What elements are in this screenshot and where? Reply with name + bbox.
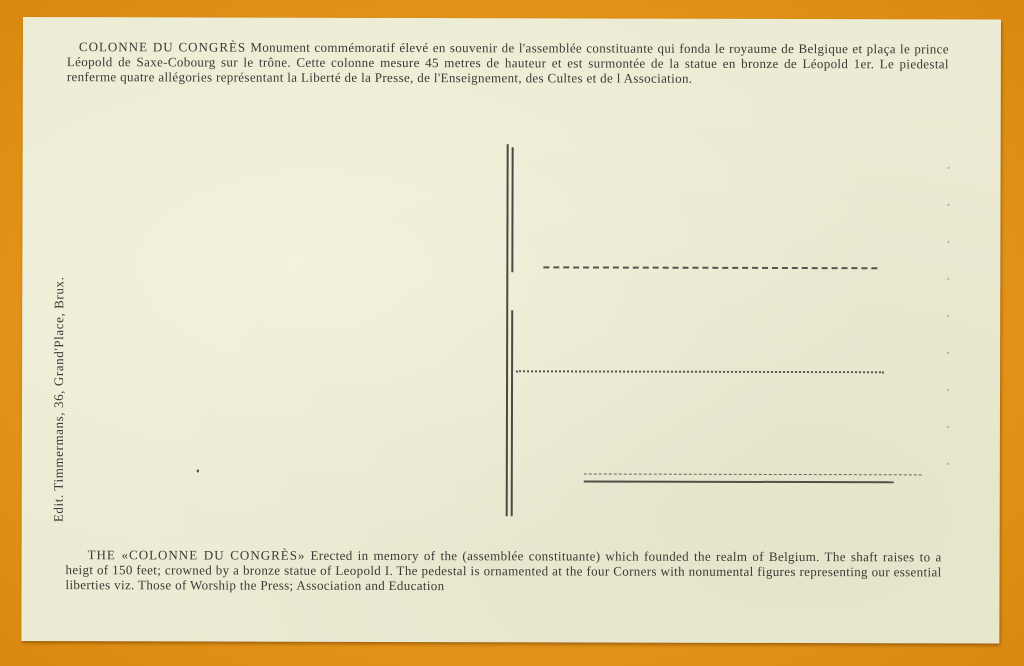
address-line-2 <box>516 370 884 373</box>
center-divider-line-lower <box>511 310 514 516</box>
english-caption-body: Erected in memory of the (assemblée constituante) which founded the realm of Belgium. The shaft raises to a heigt of 150 feet; crowned by a bronze statue of Leopold I. The pedestal is ornamented at the four Corners with nonumental figures representing our essential liberties viz. Those of Worship the Press; Association and Education <box>65 547 942 594</box>
address-line-1 <box>543 266 877 269</box>
english-caption-title: THE «COLONNE DU CONGRÈS» <box>87 547 306 563</box>
english-caption <box>65 547 941 594</box>
paper-specks <box>944 149 955 489</box>
french-caption-title: COLONNE DU CONGRÈS <box>78 39 247 55</box>
french-caption-body: Monument commémoratif élevé en souvenir de l'assemblée constituante qui fonda le royaume de Belgique et plaça le prince Léopold de Saxe-Cobourg sur le trône. Cette colonne mesure 45 metres de hauteur et est surmontée de la statue en bronze de Léopold 1er. Le piedestal renferme quatre allégories représentant la Liberté de la Presse, de l'Enseignement, des Cultes et de l Association. <box>66 39 949 86</box>
address-line-3 <box>584 480 894 483</box>
paper-speck <box>197 469 199 472</box>
postcard-back <box>21 17 1001 644</box>
address-line-3-dashed <box>584 473 922 475</box>
center-divider-line <box>506 144 509 516</box>
center-divider-line-inner <box>511 147 513 272</box>
french-caption <box>67 39 949 86</box>
publisher-imprint: Edit. Timmermans, 36, Grand'Place, Brux. <box>50 276 67 523</box>
